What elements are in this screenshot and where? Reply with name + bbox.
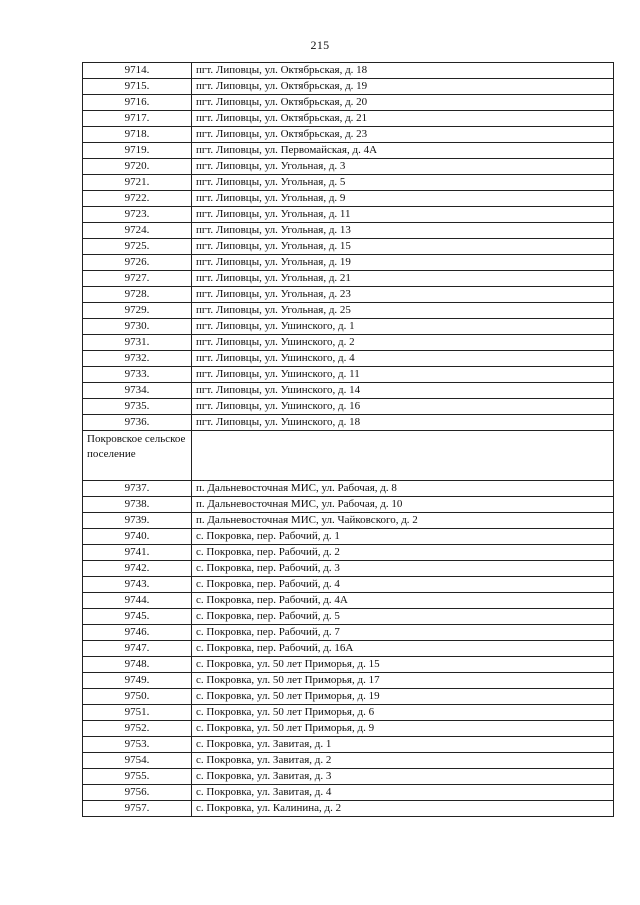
table-row bbox=[83, 303, 614, 319]
row-address: пгт. Липовцы, ул. Октябрьская, д. 23 bbox=[192, 127, 614, 143]
table-row bbox=[83, 641, 614, 657]
table-row bbox=[83, 191, 614, 207]
row-address: с. Покровка, ул. 50 лет Приморья, д. 9 bbox=[192, 721, 614, 737]
row-number: 9747. bbox=[83, 641, 192, 657]
table-row bbox=[83, 513, 614, 529]
row-address: пгт. Липовцы, ул. Ушинского, д. 16 bbox=[192, 399, 614, 415]
table-row bbox=[83, 737, 614, 753]
table-row bbox=[83, 223, 614, 239]
page-number: 215 bbox=[310, 38, 330, 52]
row-address: с. Покровка, пер. Рабочий, д. 3 bbox=[192, 561, 614, 577]
row-number: 9755. bbox=[83, 769, 192, 785]
row-number: 9721. bbox=[83, 175, 192, 191]
table-row bbox=[83, 255, 614, 271]
row-number: 9717. bbox=[83, 111, 192, 127]
row-address: пгт. Липовцы, ул. Первомайская, д. 4А bbox=[192, 143, 614, 159]
table-row bbox=[83, 705, 614, 721]
row-address: пгт. Липовцы, ул. Ушинского, д. 11 bbox=[192, 367, 614, 383]
row-address: с. Покровка, ул. Завитая, д. 4 bbox=[192, 785, 614, 801]
row-number: 9737. bbox=[83, 481, 192, 497]
row-address: с. Покровка, ул. 50 лет Приморья, д. 17 bbox=[192, 673, 614, 689]
table-row bbox=[83, 657, 614, 673]
row-number: 9722. bbox=[83, 191, 192, 207]
table-row bbox=[83, 127, 614, 143]
row-number: 9725. bbox=[83, 239, 192, 255]
row-address: с. Покровка, пер. Рабочий, д. 2 bbox=[192, 545, 614, 561]
row-address: пгт. Липовцы, ул. Угольная, д. 21 bbox=[192, 271, 614, 287]
table-row bbox=[83, 287, 614, 303]
row-address: п. Дальневосточная МИС, ул. Рабочая, д. 8 bbox=[192, 481, 614, 497]
row-number: 9748. bbox=[83, 657, 192, 673]
table-row bbox=[83, 545, 614, 561]
row-address: с. Покровка, ул. 50 лет Приморья, д. 6 bbox=[192, 705, 614, 721]
row-address: с. Покровка, ул. Калинина, д. 2 bbox=[192, 801, 614, 817]
row-address: с. Покровка, пер. Рабочий, д. 1 bbox=[192, 529, 614, 545]
row-number: 9752. bbox=[83, 721, 192, 737]
row-number: 9751. bbox=[83, 705, 192, 721]
row-address: с. Покровка, пер. Рабочий, д. 7 bbox=[192, 625, 614, 641]
table-row bbox=[83, 335, 614, 351]
row-address: п. Дальневосточная МИС, ул. Рабочая, д. 10 bbox=[192, 497, 614, 513]
row-number: 9742. bbox=[83, 561, 192, 577]
table-row bbox=[83, 689, 614, 705]
row-address: пгт. Липовцы, ул. Ушинского, д. 18 bbox=[192, 415, 614, 431]
row-number: 9728. bbox=[83, 287, 192, 303]
section-row bbox=[83, 431, 614, 481]
row-number: 9749. bbox=[83, 673, 192, 689]
row-address: пгт. Липовцы, ул. Угольная, д. 9 bbox=[192, 191, 614, 207]
table-row bbox=[83, 785, 614, 801]
row-number: 9757. bbox=[83, 801, 192, 817]
section-empty-cell bbox=[192, 431, 614, 481]
row-number: 9750. bbox=[83, 689, 192, 705]
row-number: 9718. bbox=[83, 127, 192, 143]
row-address: п. Дальневосточная МИС, ул. Чайковского, д. 2 bbox=[192, 513, 614, 529]
row-address: с. Покровка, пер. Рабочий, д. 4 bbox=[192, 577, 614, 593]
rows-before-section bbox=[83, 63, 614, 431]
row-number: 9726. bbox=[83, 255, 192, 271]
row-address: с. Покровка, пер. Рабочий, д. 5 bbox=[192, 609, 614, 625]
table-row bbox=[83, 239, 614, 255]
row-number: 9715. bbox=[83, 79, 192, 95]
row-number: 9723. bbox=[83, 207, 192, 223]
table-row bbox=[83, 367, 614, 383]
row-address: пгт. Липовцы, ул. Ушинского, д. 2 bbox=[192, 335, 614, 351]
row-address: пгт. Липовцы, ул. Ушинского, д. 14 bbox=[192, 383, 614, 399]
row-address: пгт. Липовцы, ул. Угольная, д. 15 bbox=[192, 239, 614, 255]
row-address: пгт. Липовцы, ул. Угольная, д. 19 bbox=[192, 255, 614, 271]
row-address: пгт. Липовцы, ул. Угольная, д. 3 bbox=[192, 159, 614, 175]
table-row bbox=[83, 415, 614, 431]
row-address: с. Покровка, ул. Завитая, д. 3 bbox=[192, 769, 614, 785]
row-number: 9739. bbox=[83, 513, 192, 529]
table-row bbox=[83, 143, 614, 159]
row-number: 9724. bbox=[83, 223, 192, 239]
table-row bbox=[83, 625, 614, 641]
row-address: пгт. Липовцы, ул. Угольная, д. 23 bbox=[192, 287, 614, 303]
address-registry-table bbox=[82, 62, 614, 817]
row-number: 9735. bbox=[83, 399, 192, 415]
rows-after-section bbox=[83, 481, 614, 817]
row-number: 9743. bbox=[83, 577, 192, 593]
row-number: 9720. bbox=[83, 159, 192, 175]
table-row bbox=[83, 673, 614, 689]
table-row bbox=[83, 721, 614, 737]
row-address: с. Покровка, ул. 50 лет Приморья, д. 15 bbox=[192, 657, 614, 673]
table-row bbox=[83, 593, 614, 609]
table-row bbox=[83, 609, 614, 625]
row-number: 9716. bbox=[83, 95, 192, 111]
row-number: 9714. bbox=[83, 63, 192, 79]
row-address: пгт. Липовцы, ул. Ушинского, д. 1 bbox=[192, 319, 614, 335]
row-number: 9727. bbox=[83, 271, 192, 287]
row-number: 9729. bbox=[83, 303, 192, 319]
section-group bbox=[83, 431, 614, 481]
row-number: 9740. bbox=[83, 529, 192, 545]
table-row bbox=[83, 207, 614, 223]
row-number: 9733. bbox=[83, 367, 192, 383]
row-address: пгт. Липовцы, ул. Угольная, д. 5 bbox=[192, 175, 614, 191]
row-address: пгт. Липовцы, ул. Октябрьская, д. 21 bbox=[192, 111, 614, 127]
table-row bbox=[83, 481, 614, 497]
table-row bbox=[83, 753, 614, 769]
row-address: с. Покровка, пер. Рабочий, д. 16А bbox=[192, 641, 614, 657]
table-row bbox=[83, 561, 614, 577]
row-address: с. Покровка, пер. Рабочий, д. 4А bbox=[192, 593, 614, 609]
row-number: 9741. bbox=[83, 545, 192, 561]
table-row bbox=[83, 529, 614, 545]
row-address: пгт. Липовцы, ул. Угольная, д. 13 bbox=[192, 223, 614, 239]
row-number: 9731. bbox=[83, 335, 192, 351]
table-row bbox=[83, 801, 614, 817]
row-number: 9719. bbox=[83, 143, 192, 159]
table-row bbox=[83, 79, 614, 95]
table-row bbox=[83, 63, 614, 79]
row-address: пгт. Липовцы, ул. Угольная, д. 25 bbox=[192, 303, 614, 319]
section-label: Покровское сельское поселение bbox=[83, 431, 192, 481]
row-number: 9746. bbox=[83, 625, 192, 641]
row-address: с. Покровка, ул. Завитая, д. 1 bbox=[192, 737, 614, 753]
table-row bbox=[83, 383, 614, 399]
row-address: с. Покровка, ул. Завитая, д. 2 bbox=[192, 753, 614, 769]
table-row bbox=[83, 577, 614, 593]
row-number: 9744. bbox=[83, 593, 192, 609]
row-number: 9738. bbox=[83, 497, 192, 513]
row-number: 9754. bbox=[83, 753, 192, 769]
row-number: 9734. bbox=[83, 383, 192, 399]
row-number: 9736. bbox=[83, 415, 192, 431]
table-row bbox=[83, 769, 614, 785]
row-number: 9756. bbox=[83, 785, 192, 801]
table-row bbox=[83, 111, 614, 127]
table-row bbox=[83, 351, 614, 367]
row-address: с. Покровка, ул. 50 лет Приморья, д. 19 bbox=[192, 689, 614, 705]
row-number: 9745. bbox=[83, 609, 192, 625]
table-row bbox=[83, 399, 614, 415]
row-number: 9730. bbox=[83, 319, 192, 335]
row-number: 9732. bbox=[83, 351, 192, 367]
table-row bbox=[83, 159, 614, 175]
row-address: пгт. Липовцы, ул. Ушинского, д. 4 bbox=[192, 351, 614, 367]
table-row bbox=[83, 319, 614, 335]
row-address: пгт. Липовцы, ул. Октябрьская, д. 20 bbox=[192, 95, 614, 111]
table-row bbox=[83, 95, 614, 111]
table-row bbox=[83, 271, 614, 287]
row-address: пгт. Липовцы, ул. Октябрьская, д. 18 bbox=[192, 63, 614, 79]
row-address: пгт. Липовцы, ул. Октябрьская, д. 19 bbox=[192, 79, 614, 95]
row-address: пгт. Липовцы, ул. Угольная, д. 11 bbox=[192, 207, 614, 223]
row-number: 9753. bbox=[83, 737, 192, 753]
table-row bbox=[83, 497, 614, 513]
table-row bbox=[83, 175, 614, 191]
